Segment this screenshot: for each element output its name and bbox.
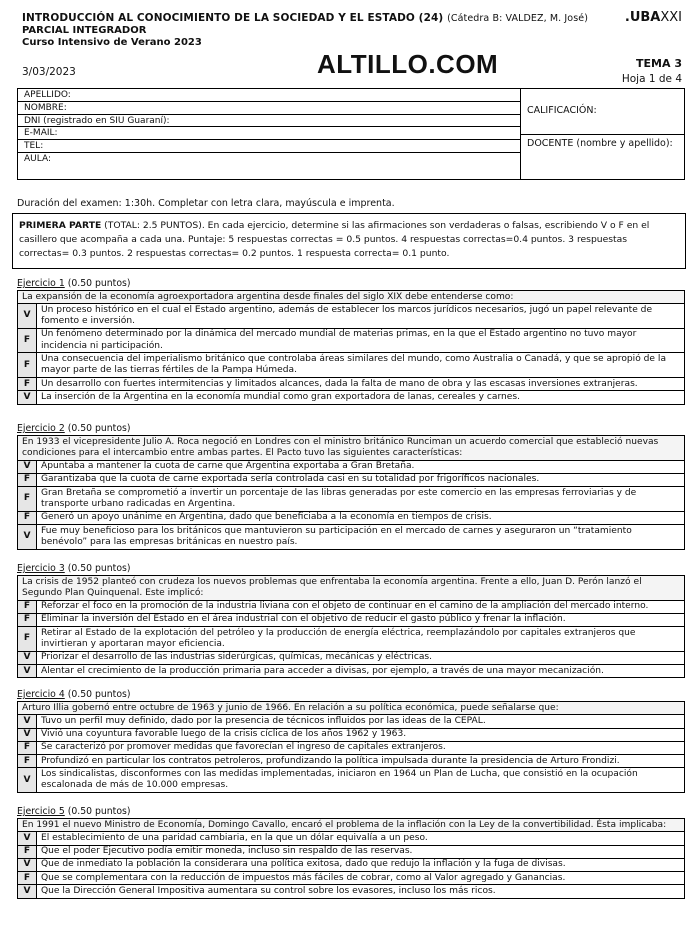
- uba-logo: .UBAXXI: [624, 10, 682, 25]
- catedra: (Cátedra B: VALDEZ, M. José): [447, 13, 589, 24]
- exam-header: [22, 10, 682, 85]
- statement-text: Que se complementara con la reducción de impuestos más fáciles de cobrar, como al Valor agregado y Ganancias.: [37, 872, 685, 885]
- answer-box[interactable]: V: [18, 651, 37, 664]
- statement-text: Generó un apoyo unánime en Argentina, dado que beneficiaba a la economía en tiempos de crisis.: [37, 511, 685, 524]
- table-row: [18, 511, 685, 524]
- table-row: [18, 304, 685, 329]
- table-row: [18, 460, 685, 473]
- course-term: Curso Intensivo de Verano 2023: [22, 37, 202, 48]
- table-row: [18, 728, 685, 741]
- statement-text: Profundizó en particular los contratos petroleros, profundizando la política impulsada durante la presidencia de Arturo Frondizi.: [37, 755, 685, 768]
- answer-box[interactable]: V: [18, 525, 37, 550]
- table-row: [18, 715, 685, 728]
- answer-box[interactable]: V: [18, 728, 37, 741]
- student-id-box: [17, 88, 685, 180]
- field-aula[interactable]: AULA:: [24, 154, 51, 165]
- primera-parte-instructions: PRIMERA PARTE (TOTAL: 2.5 PUNTOS). En cada ejercicio, determine si las afirmaciones son verdaderas o falsas, escribiendo V o F en el casillero que acompaña a cada una. Puntaje: 5 respuestas correctas = 0.5 puntos. 4 respuestas correctas=0.4 puntos. 3 respuestas correctas= 0.3 puntos. 2 respuestas correctas= 0.2 puntos. 1 respuesta correcta= 0.1 punto.: [12, 213, 686, 269]
- answer-box[interactable]: V: [18, 715, 37, 728]
- answer-box[interactable]: F: [18, 328, 37, 353]
- statement-text: Tuvo un perfil muy definido, dado por la presencia de técnicos influidos por las ideas de la CEPAL.: [37, 715, 685, 728]
- course-title: INTRODUCCIÓN AL CONOCIMIENTO DE LA SOCIEDAD Y EL ESTADO (24) (Cátedra B: VALDEZ, M. José): [22, 12, 589, 24]
- exercise-question: La expansión de la economía agroexportadora argentina desde finales del siglo XIX debe entenderse como:: [18, 291, 685, 304]
- statement-text: El establecimiento de una paridad cambiaria, en la que un dólar equivalía a un peso.: [37, 832, 685, 845]
- table-row: [18, 600, 685, 613]
- answer-box[interactable]: F: [18, 511, 37, 524]
- statement-text: Eliminar la inversión del Estado en el área industrial con el objetivo de reducir el gasto público y frenar la inflación.: [37, 613, 685, 626]
- table-row: [18, 665, 685, 678]
- statement-text: Priorizar el desarrollo de las industrias siderúrgicas, químicas, mecánicas y eléctricas.: [37, 651, 685, 664]
- exercise-4: [17, 689, 685, 793]
- student-fields: [18, 89, 521, 179]
- table-row: [18, 885, 685, 898]
- statement-text: Se caracterizó por promover medidas que favorecían el ingreso de capitales extranjeros.: [37, 741, 685, 754]
- statement-text: Una consecuencia del imperialismo británico que controlaba áreas similares del mundo, como Australia o Canadá, y que se apropió de la mayor parte de las tierras fértiles de la Pampa Húmeda.: [37, 353, 685, 378]
- statement-text: Retirar al Estado de la explotación del petróleo y la producción de energía eléctrica, reemplazándolo por capitales extranjeros que invirtieran y aportaran mayor eficiencia.: [37, 627, 685, 652]
- exercise-title: Ejercicio 4 (0.50 puntos): [17, 689, 131, 700]
- field-calificacion[interactable]: CALIFICACIÓN:: [521, 89, 684, 135]
- field-docente[interactable]: DOCENTE (nombre y apellido):: [527, 138, 673, 149]
- exercise-2: [17, 423, 685, 550]
- statement-text: Un proceso histórico en el cual el Estado argentino, además de establecer los marcos jurídicos necesarios, jugó un papel relevante de fomento e inversión.: [37, 304, 685, 329]
- answer-box[interactable]: V: [18, 885, 37, 898]
- answer-box[interactable]: F: [18, 378, 37, 391]
- field-nombre[interactable]: NOMBRE:: [18, 102, 520, 115]
- answer-box[interactable]: V: [18, 768, 37, 793]
- answer-box[interactable]: F: [18, 487, 37, 512]
- table-row: [18, 473, 685, 486]
- field-email[interactable]: E-MAIL:: [18, 127, 520, 140]
- exercise-table: [17, 435, 685, 550]
- exercise-question: Arturo Illia gobernó entre octubre de 1963 y junio de 1966. En relación a su política económica, puede señalarse que:: [18, 702, 685, 715]
- table-row: [18, 872, 685, 885]
- statement-text: La inserción de la Argentina en la economía mundial como gran exportadora de lanas, cereales y carnes.: [37, 391, 685, 404]
- field-dni[interactable]: DNI (registrado en SIU Guaraní):: [18, 115, 520, 128]
- statement-text: Gran Bretaña se comprometió a invertir un porcentaje de las libras generadas por este comercio en las empresas ferroviarias y de transporte urbano radicadas en Argentina.: [37, 487, 685, 512]
- table-row: [18, 328, 685, 353]
- exercise-title: Ejercicio 2 (0.50 puntos): [17, 423, 131, 434]
- answer-box[interactable]: V: [18, 460, 37, 473]
- page-count: Hoja 1 de 4: [621, 73, 682, 85]
- statement-text: Fue muy beneficioso para los británicos que mantuvieron su participación en el mercado de carnes y aseguraron un “tratamiento benévolo” para las empresas británicas en nuestro país.: [37, 525, 685, 550]
- answer-box[interactable]: V: [18, 665, 37, 678]
- exercise-question: En 1933 el vicepresidente Julio A. Roca negoció en Londres con el ministro británico Runciman un acuerdo comercial que estableció nuevas condiciones para el intercambio entre ambas partes. El Pacto tuvo las siguientes características:: [18, 436, 685, 461]
- answer-box[interactable]: V: [18, 832, 37, 845]
- tema-label: TEMA 3: [636, 57, 682, 70]
- answer-box[interactable]: V: [18, 304, 37, 329]
- altillo-logo: ALTILLO.COM: [317, 49, 499, 79]
- table-row: [18, 613, 685, 626]
- exam-type: PARCIAL INTEGRADOR: [22, 25, 147, 36]
- statement-text: Vivió una coyuntura favorable luego de la crisis cíclica de los años 1962 y 1963.: [37, 728, 685, 741]
- table-row: [18, 487, 685, 512]
- table-row: [18, 768, 685, 793]
- field-tel[interactable]: TEL:: [18, 140, 520, 153]
- table-row: [18, 832, 685, 845]
- table-row: [18, 391, 685, 404]
- answer-box[interactable]: F: [18, 600, 37, 613]
- answer-box[interactable]: F: [18, 613, 37, 626]
- statement-text: Reforzar el foco en la promoción de la industria liviana con el objeto de continuar en el camino de la ampliación del mercado interno.: [37, 600, 685, 613]
- statement-text: Un fenómeno determinado por la dinámica del mercado mundial de materias primas, en la que el Estado argentino no tuvo mayor incidencia ni participación.: [37, 328, 685, 353]
- answer-box[interactable]: F: [18, 755, 37, 768]
- tema-info: [622, 56, 682, 87]
- table-row: [18, 651, 685, 664]
- table-row: [18, 845, 685, 858]
- answer-box[interactable]: F: [18, 353, 37, 378]
- exercise-table: [17, 818, 685, 899]
- exercise-title: Ejercicio 1 (0.50 puntos): [17, 278, 131, 289]
- exercise-table: [17, 575, 685, 678]
- table-row: [18, 755, 685, 768]
- answer-box[interactable]: V: [18, 391, 37, 404]
- statement-text: Garantizaba que la cuota de carne exportada sería controlada casi en su totalidad por frigoríficos nacionales.: [37, 473, 685, 486]
- statement-text: Un desarrollo con fuertes intermitencias y limitados alcances, dada la falta de mano de obra y las escasas inversiones extranjeras.: [37, 378, 685, 391]
- table-row: [18, 627, 685, 652]
- exercise-3: [17, 563, 685, 678]
- statement-text: Apuntaba a mantener la cuota de carne que Argentina exportaba a Gran Bretaña.: [37, 460, 685, 473]
- statement-text: Los sindicalistas, disconformes con las medidas implementadas, iniciaron en 1964 un Plan de Lucha, que consistió en la ocupación escalonada de más de 10.000 empresas.: [37, 768, 685, 793]
- exercise-table: [17, 290, 685, 405]
- exercise-title: Ejercicio 3 (0.50 puntos): [17, 563, 131, 574]
- exercise-question: La crisis de 1952 planteó con crudeza los nuevos problemas que enfrentaba la economía argentina. Frente a ello, Juan D. Perón lanzó el Segundo Plan Quinquenal. Este implicó:: [18, 576, 685, 601]
- answer-box[interactable]: F: [18, 845, 37, 858]
- table-row: [18, 353, 685, 378]
- answer-box[interactable]: F: [18, 741, 37, 754]
- exam-date: 3/03/2023: [22, 66, 76, 78]
- exercise-question: En 1991 el nuevo Ministro de Economía, Domingo Cavallo, encaró el problema de la inflación con la Ley de la convertibilidad. Ésta implicaba:: [18, 819, 685, 832]
- table-row: [18, 741, 685, 754]
- exercise-5: [17, 806, 685, 899]
- statement-text: Que la Dirección General Impositiva aumentara su control sobre los evasores, incluso los más ricos.: [37, 885, 685, 898]
- answer-box[interactable]: V: [18, 858, 37, 871]
- answer-box[interactable]: F: [18, 872, 37, 885]
- table-row: [18, 858, 685, 871]
- grading-fields: [521, 89, 684, 179]
- exercise-1: [17, 278, 685, 405]
- exercise-title: Ejercicio 5 (0.50 puntos): [17, 806, 131, 817]
- answer-box[interactable]: F: [18, 473, 37, 486]
- table-row: [18, 525, 685, 550]
- exercise-table: [17, 701, 685, 793]
- statement-text: Alentar el crecimiento de la producción primaria para acceder a divisas, por ejemplo, a través de una mayor mecanización.: [37, 665, 685, 678]
- exam-duration: Duración del examen: 1:30h. Completar con letra clara, mayúscula e imprenta.: [17, 198, 395, 209]
- statement-text: Que el poder Ejecutivo podía emitir moneda, incluso sin respaldo de las reservas.: [37, 845, 685, 858]
- answer-box[interactable]: F: [18, 627, 37, 652]
- field-apellido[interactable]: APELLIDO:: [18, 89, 520, 102]
- table-row: [18, 378, 685, 391]
- statement-text: Que de inmediato la población la considerara una política exitosa, dado que redujo la inflación y la fuga de divisas.: [37, 858, 685, 871]
